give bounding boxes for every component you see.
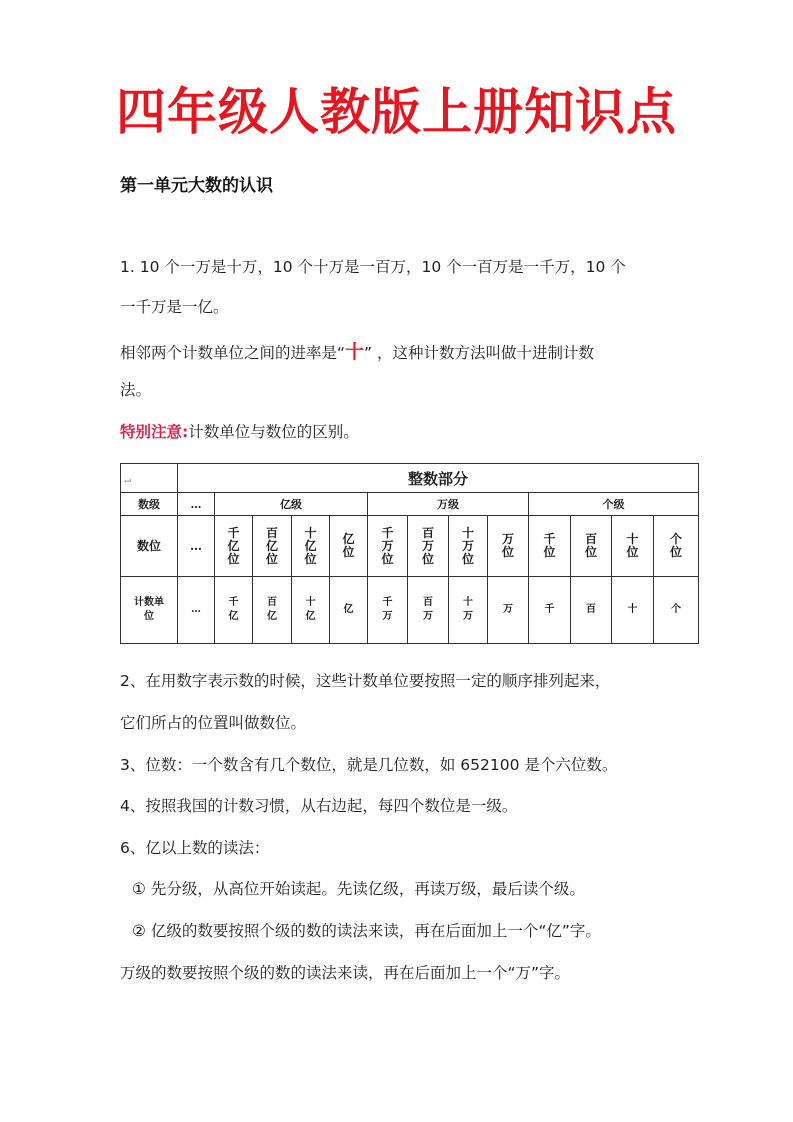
note-label: 特别注意:: [120, 423, 189, 441]
position-cell: 百万位: [408, 516, 449, 577]
position-cell: 个位: [654, 516, 699, 577]
unit-cell: 千亿: [215, 577, 253, 644]
paragraph-1-line-1: 1. 10 个一万是十万，10 个十万是一百万，10 个一百万是一千万，10 个: [120, 258, 626, 276]
position-label: 数位: [121, 516, 178, 577]
unit-cell: 百: [571, 577, 612, 644]
paragraph-2-line-2: 法。: [120, 381, 152, 399]
level-ge: 个级: [529, 493, 699, 516]
paragraph-8: ② 亿级的数要按照个级的数的读法来读，再在后面加上一个“亿”字。: [132, 922, 601, 940]
paragraph-3-line-2: 它们所占的位置叫做数位。: [120, 714, 307, 732]
position-cell: 千亿位: [215, 516, 253, 577]
unit-cell: 个: [654, 577, 699, 644]
level-wan: 万级: [368, 493, 529, 516]
paragraph-2-text-after: ” ，这种计数方法叫做十进制计数: [364, 344, 595, 362]
position-ellipsis: …: [178, 516, 215, 577]
paragraph-9: 万级的数要按照个级的数的读法来读，再在后面加上一个“万”字。: [120, 964, 571, 982]
unit-cell: 千万: [368, 577, 408, 644]
page-title: 四年级人教版上册知识点: [116, 83, 677, 141]
position-cell: 百亿位: [253, 516, 292, 577]
unit-cell: 千: [529, 577, 571, 644]
unit-cell: 百亿: [253, 577, 292, 644]
place-value-table: [120, 463, 699, 644]
position-cell: 十亿位: [292, 516, 330, 577]
integer-part-header: 整数部分: [178, 464, 699, 493]
paragraph-3-line-1: 2、在用数字表示数的时候，这些计数单位要按照一定的顺序排列起来，: [120, 672, 611, 690]
unit-cell: 十: [612, 577, 654, 644]
position-cell: 百位: [571, 516, 612, 577]
position-cell: 千万位: [368, 516, 408, 577]
paragraph-4: 3、位数：一个数含有几个数位，就是几位数，如 652100 是个六位数。: [120, 756, 618, 774]
unit-cell: 万: [488, 577, 529, 644]
level-label: 数级: [121, 493, 178, 516]
position-cell: 千位: [529, 516, 571, 577]
unit-cell: 亿: [330, 577, 368, 644]
unit-ellipsis: …: [178, 577, 215, 644]
unit-cell: 十亿: [292, 577, 330, 644]
base-ten-highlight: 十: [345, 341, 365, 363]
paragraph-5: 4、按照我国的计数习惯，从右边起，每四个数位是一级。: [120, 797, 518, 815]
note-line: [120, 420, 359, 442]
paragraph-2-line-1: [120, 337, 594, 364]
level-yi: 亿级: [215, 493, 368, 516]
note-text: 计数单位与数位的区别。: [188, 423, 359, 441]
unit-label: 计数单位: [121, 577, 178, 644]
paragraph-7: ① 先分级，从高位开始读起。先读亿级，再读万级，最后读个级。: [132, 880, 585, 898]
position-cell: 万位: [488, 516, 529, 577]
position-cell: 十万位: [449, 516, 488, 577]
section-title: 第一单元大数的认识: [120, 176, 273, 196]
paragraph-1-line-2: 一千万是一亿。: [120, 298, 229, 316]
table-corner-mark: ↩: [121, 464, 178, 493]
position-cell: 亿位: [330, 516, 368, 577]
paragraph-6: 6、亿以上数的读法：: [120, 839, 270, 857]
paragraph-2-text-before: 相邻两个计数单位之间的进率是“: [120, 344, 346, 362]
unit-cell: 十万: [449, 577, 488, 644]
level-ellipsis: …: [178, 493, 215, 516]
position-cell: 十位: [612, 516, 654, 577]
unit-cell: 百万: [408, 577, 449, 644]
